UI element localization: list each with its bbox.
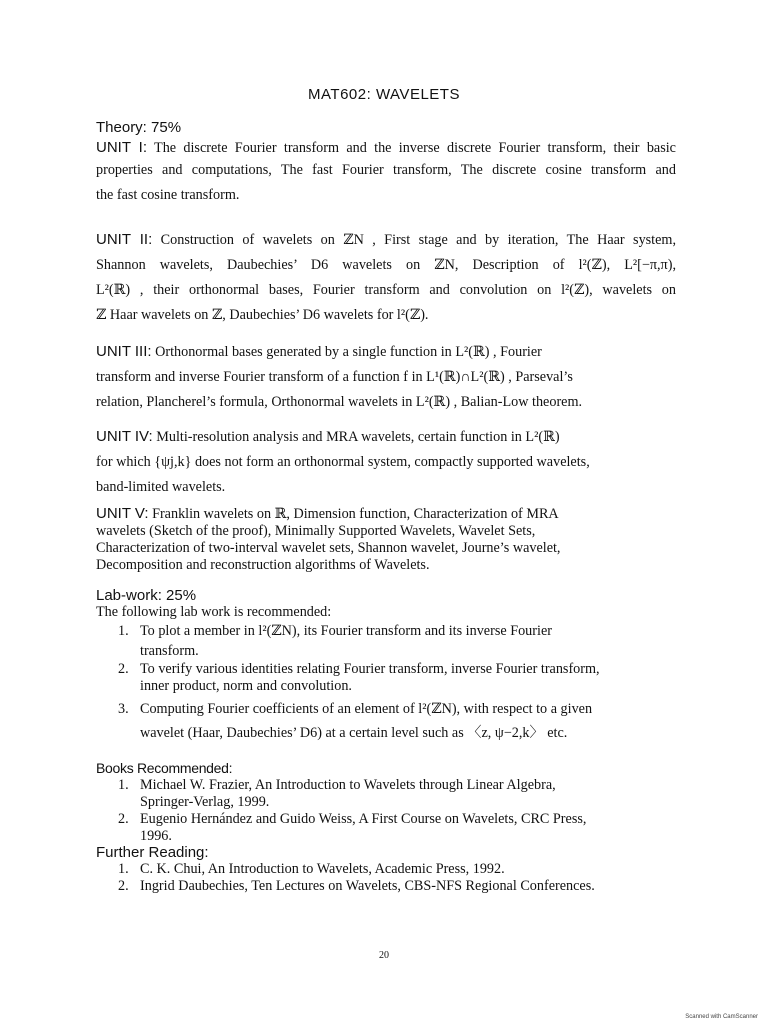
list-item: 2. Ingrid Daubechies, Ten Lectures on Wavelets, CBS-NFS Regional Conferences. [118, 878, 595, 894]
unit5-section [96, 505, 676, 574]
list-item: 1. To plot a member in l²(ℤN), its Fourier transform and its inverse Fourier transform. [118, 623, 552, 659]
unit5-line1: UNIT V: Franklin wavelets on ℝ, Dimension function, Characterization of MRA [96, 505, 559, 522]
further-list [96, 861, 676, 895]
unit3-section [96, 339, 676, 415]
unit2-label: UNIT II: [96, 231, 153, 248]
theory-section [96, 118, 676, 208]
lab-heading: Lab-work: 25% [96, 587, 197, 604]
unit2-section [96, 227, 676, 328]
unit1-label: UNIT I: [96, 139, 147, 156]
books-heading: Books Recommended: [96, 760, 233, 776]
unit4-line3: band-limited wavelets. [96, 479, 226, 495]
scanner-watermark: Scanned with CamScanner [685, 1014, 758, 1020]
unit3-label: UNIT III: [96, 343, 152, 360]
list-item: 3. Computing Fourier coefficients of an element of l²(ℤN), with respect to a given wavelet (Haar, Daubechies’ D6) at a certain level such as 〈z, ψ−2,k〉 etc. [118, 701, 593, 741]
unit3-line2: transform and inverse Fourier transform of a function f in L¹(ℝ)∩L²(ℝ) , Parseval’s [96, 369, 573, 385]
unit1-line1: UNIT I: The discrete Fourier transform and the inverse discrete Fourier transform, their basic [96, 139, 676, 156]
unit4-line1: UNIT IV: Multi-resolution analysis and MRA wavelets, certain function in L²(ℝ) [96, 428, 560, 445]
unit3-line3: relation, Plancherel’s formula, Orthonormal wavelets in L²(ℝ) , Balian-Low theorem. [96, 394, 583, 410]
unit4-label: UNIT IV: [96, 428, 153, 445]
list-item: 1. C. K. Chui, An Introduction to Wavelets, Academic Press, 1992. [118, 861, 505, 877]
unit5-label: UNIT V: [96, 505, 149, 522]
page-title: MAT602: WAVELETS [308, 86, 460, 103]
lab-section [96, 587, 676, 745]
unit4-line2: for which {ψj,k} does not form an orthonormal system, compactly supported wavelets, [96, 454, 590, 470]
theory-heading: Theory: 75% [96, 119, 182, 136]
page-number: 20 [379, 950, 389, 961]
unit2-line3: L²(ℝ) , their orthonormal bases, Fourier transform and convolution on l²(ℤ), wavelets on [96, 282, 676, 298]
list-item: 2. Eugenio Hernández and Guido Weiss, A First Course on Wavelets, CRC Press, 1996. [118, 811, 587, 844]
lab-intro: The following lab work is recommended: [96, 604, 332, 620]
unit5-line3: Characterization of two-interval wavelet sets, Shannon wavelet, Journe’s wavelet, [96, 540, 561, 556]
unit5-line4: Decomposition and reconstruction algorithms of Wavelets. [96, 557, 430, 573]
unit4-section [96, 424, 676, 500]
unit5-line2: wavelets (Sketch of the proof), Minimally Supported Wavelets, Wavelet Sets, [96, 523, 536, 539]
unit2-line4: ℤ Haar wavelets on ℤ, Daubechies’ D6 wavelets for l²(ℤ). [96, 307, 429, 323]
list-item: 2. To verify various identities relating Fourier transform, inverse Fourier transform, inner product, norm and convolution. [118, 661, 600, 694]
unit3-line1: UNIT III: Orthonormal bases generated by a single function in L²(ℝ) , Fourier [96, 343, 542, 360]
unit2-line1: UNIT II: Construction of wavelets on ℤN , First stage and by iteration, The Haar system, [96, 231, 677, 248]
unit1-line2: properties and computations, The fast Fourier transform, The discrete cosine transform and [96, 162, 676, 178]
further-section [96, 844, 676, 895]
unit1-line3: the fast cosine transform. [96, 187, 240, 203]
unit2-line2: Shannon wavelets, Daubechies’ D6 wavelets on ℤN, Description of l²(ℤ), L²[−π,π), [96, 257, 676, 273]
list-item: 1. Michael W. Frazier, An Introduction to Wavelets through Linear Algebra, Springer-Verlag, 1999. [118, 777, 556, 810]
lab-list [96, 621, 676, 745]
further-heading: Further Reading: [96, 844, 209, 861]
books-list [96, 777, 676, 845]
books-section [96, 760, 676, 845]
